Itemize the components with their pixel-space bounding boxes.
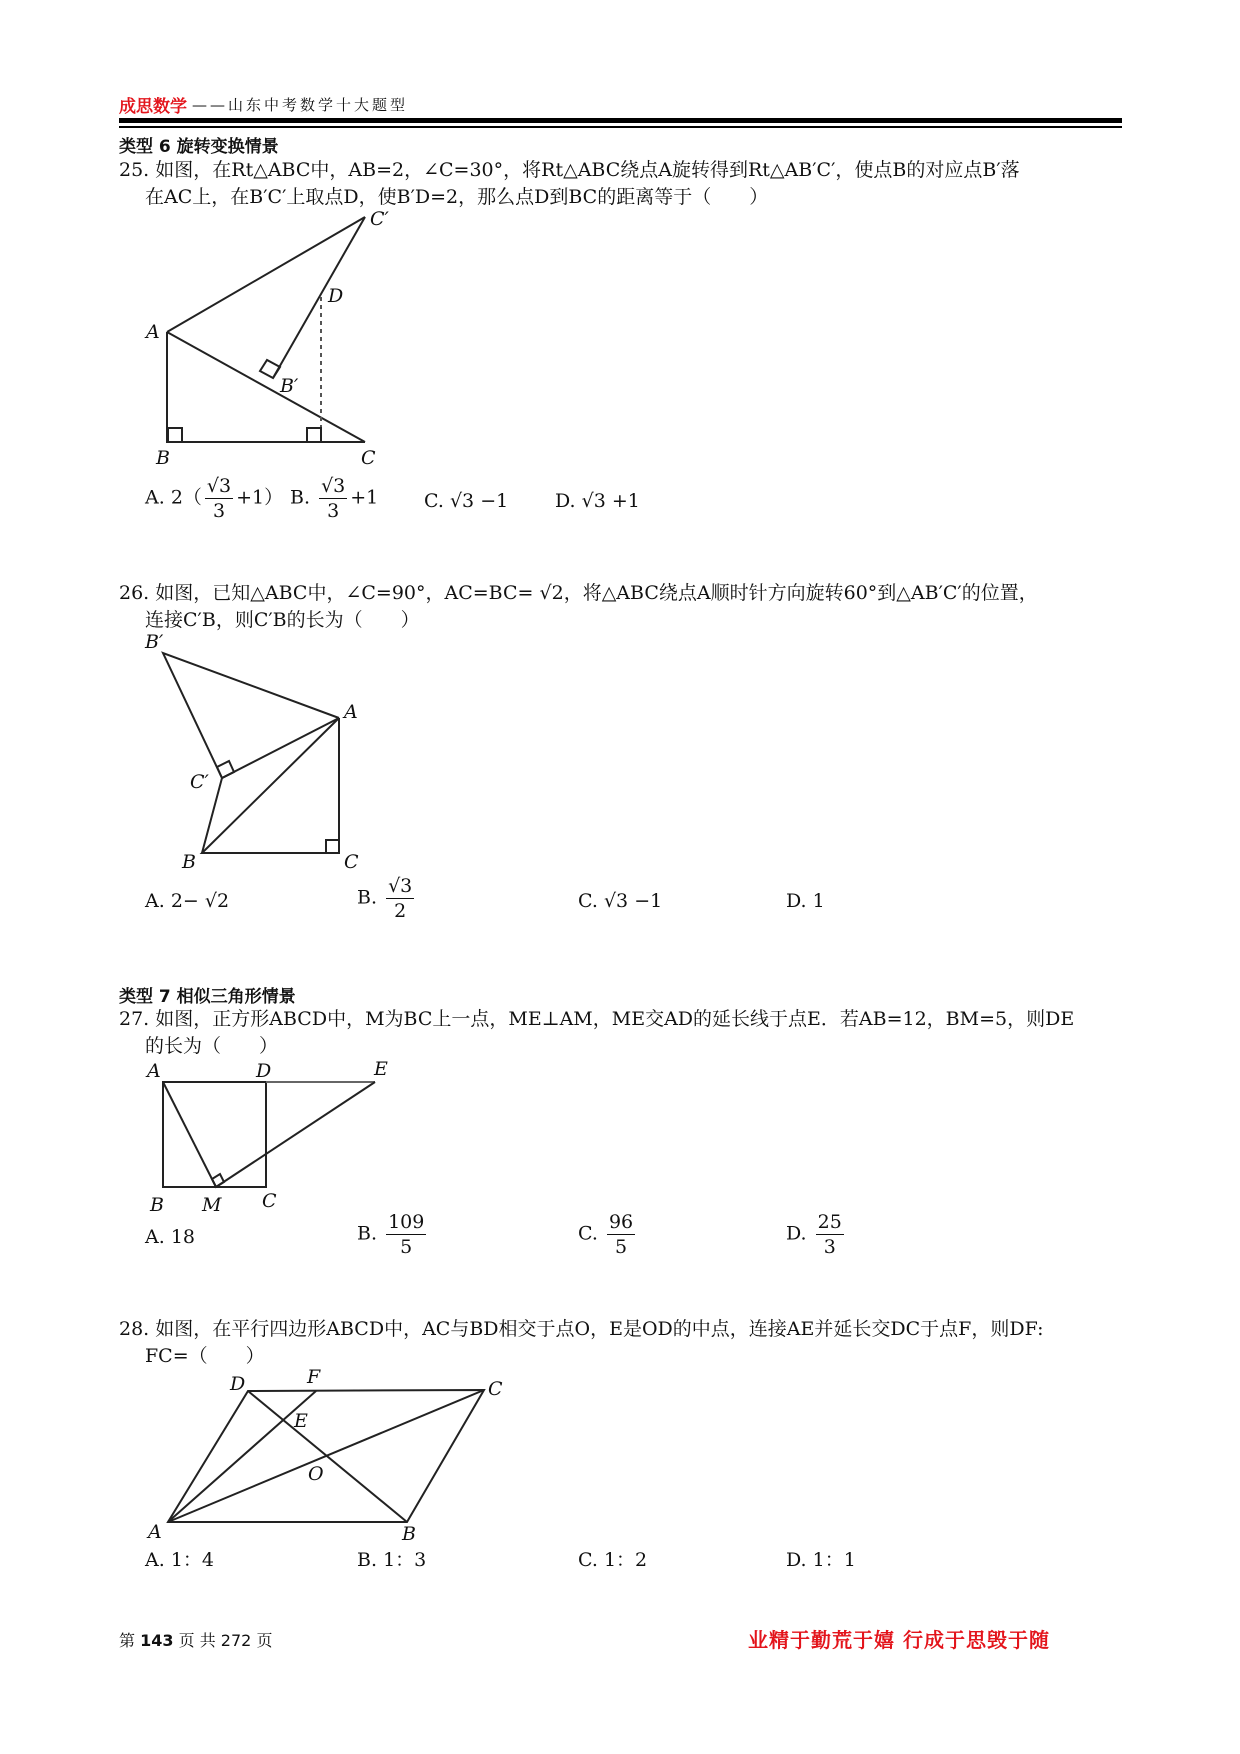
brand-logo-text: 成思数学: [119, 97, 187, 117]
question-26-line2: 连接C′B，则C′B的长为（ ）: [145, 609, 420, 631]
right-angle-m: [212, 1174, 224, 1187]
question-text: 如图，在Rt△ABC中，AB=2，∠C=30°，将Rt△ABC绕点A旋转得到Rt△AB′C′，使点B的对应点B′落: [155, 159, 1020, 181]
label-b-prime: B′: [145, 631, 164, 653]
fraction: $\frac{√3}{2}$: [388, 875, 413, 922]
label-b: B: [182, 851, 196, 870]
option-d[interactable]: D. 1：1: [786, 1549, 856, 1571]
label-b: B: [402, 1523, 416, 1545]
question-27-line1: [119, 1006, 1129, 1033]
option-c[interactable]: C. √3 −1: [578, 890, 663, 912]
section-title-7: 类型 7 相似三角形情景: [119, 987, 296, 1007]
option-d[interactable]: D. $\frac{25}{3}$: [786, 1211, 842, 1258]
question-number: 27.: [119, 1008, 150, 1030]
segment-me: [216, 1082, 375, 1187]
triangle-ab-prime-c-prime: [163, 653, 339, 778]
label-c: C: [488, 1378, 503, 1400]
right-angle-c-prime: [217, 761, 234, 778]
option-b[interactable]: B. $\frac{√3}{3}$ +1: [290, 475, 379, 522]
question-28-line2: FC=（ ）: [145, 1345, 265, 1367]
label-a: A: [147, 1060, 161, 1082]
figure-q28: [130, 1365, 530, 1545]
label-b: B: [156, 447, 170, 469]
right-angle-c: [326, 840, 339, 853]
footer-motto: 业精于勤荒于嬉 行成于思毁于随: [748, 1628, 1050, 1652]
label-e: E: [294, 1410, 308, 1432]
total-pages: 272: [220, 1631, 252, 1650]
diagonal-bd: [248, 1391, 407, 1522]
label-e: E: [374, 1058, 388, 1080]
question-text: 如图，已知△ABC中，∠C=90°，AC=BC= √2，将△ABC绕点A顺时针方向旋转60°到△AB′C′的位置，: [155, 582, 1038, 604]
fraction: $\frac{109}{5}$: [388, 1211, 425, 1258]
option-a[interactable]: A. 2（ $\frac{√3}{3}$ +1）: [145, 475, 284, 522]
question-26-line1: [119, 580, 1129, 607]
question-27-line2: 的长为（ ）: [145, 1035, 279, 1057]
page-indicator: 第 143 页 共 272 页: [119, 1631, 273, 1650]
figure-q25: [130, 210, 410, 470]
question-number: 28.: [119, 1318, 150, 1340]
fraction: $\frac{√3}{3}$: [321, 475, 346, 522]
option-b[interactable]: B. 1：3: [357, 1549, 427, 1571]
option-c[interactable]: C. √3 −1: [424, 490, 509, 512]
label-c-prime: C′: [190, 771, 209, 793]
segment-ac: [167, 332, 365, 442]
option-b[interactable]: B. $\frac{√3}{2}$: [357, 875, 413, 922]
current-page: 143: [140, 1631, 174, 1650]
right-angle-b: [168, 428, 182, 442]
label-c: C: [361, 447, 376, 469]
label-a: A: [344, 701, 358, 723]
question-25-line2: 在AC上，在B′C′上取点D，使B′D=2，那么点D到BC的距离等于（ ）: [145, 186, 769, 208]
fraction: $\frac{25}{3}$: [817, 1211, 842, 1258]
question-number: 26.: [119, 582, 150, 604]
label-a: A: [148, 1521, 162, 1543]
label-m: M: [202, 1194, 222, 1216]
label-b: B: [150, 1194, 164, 1216]
label-o: O: [308, 1463, 324, 1485]
fraction: $\frac{96}{5}$: [608, 1211, 634, 1258]
question-28-line1: [119, 1316, 1129, 1343]
option-a[interactable]: A. 2− √2: [145, 890, 230, 912]
segment-am: [163, 1082, 216, 1187]
option-b[interactable]: B. $\frac{109}{5}$: [357, 1211, 425, 1258]
figure-q26: [130, 630, 380, 870]
segment-c-prime-b-prime: [273, 217, 365, 378]
option-a[interactable]: A. 1：4: [145, 1549, 214, 1571]
question-text: 如图，在平行四边形ABCD中，AC与BD相交于点O，E是OD的中点，连接AE并延长交DC于点F，则DF:: [155, 1318, 1044, 1340]
figure-q27: [130, 1055, 410, 1220]
option-a[interactable]: A. 18: [145, 1226, 195, 1248]
square-abcd: [163, 1082, 266, 1187]
header-rule-thin: [119, 126, 1122, 128]
question-25-line1: [119, 157, 1129, 184]
section-title-6: 类型 6 旋转变换情景: [119, 137, 279, 157]
label-d: D: [230, 1373, 246, 1395]
header-rule-thick: [119, 118, 1122, 123]
option-d[interactable]: D. 1: [786, 890, 825, 912]
label-c-prime: C′: [370, 210, 389, 230]
option-d[interactable]: D. √3 +1: [555, 490, 640, 512]
label-c: C: [344, 851, 359, 870]
option-c[interactable]: C. 1：2: [578, 1549, 648, 1571]
segment-ac-prime: [167, 217, 365, 332]
question-text: 如图，正方形ABCD中，M为BC上一点，ME⊥AM，ME交AD的延长线于点E．若AB=12，BM=5，则DE: [155, 1008, 1075, 1030]
label-b-prime: B′: [280, 375, 299, 397]
header-subtitle: ——山东中考数学十大题型: [192, 96, 409, 114]
right-angle-foot: [307, 428, 321, 442]
label-a: A: [146, 321, 160, 343]
question-number: 25.: [119, 159, 150, 181]
option-c[interactable]: C. $\frac{96}{5}$: [578, 1211, 634, 1258]
label-f: F: [307, 1366, 321, 1388]
fraction: $\frac{√3}{3}$: [206, 475, 232, 522]
triangle-abc: [202, 718, 339, 853]
label-c: C: [262, 1190, 277, 1212]
label-d: D: [256, 1060, 272, 1082]
label-d: D: [328, 285, 344, 307]
